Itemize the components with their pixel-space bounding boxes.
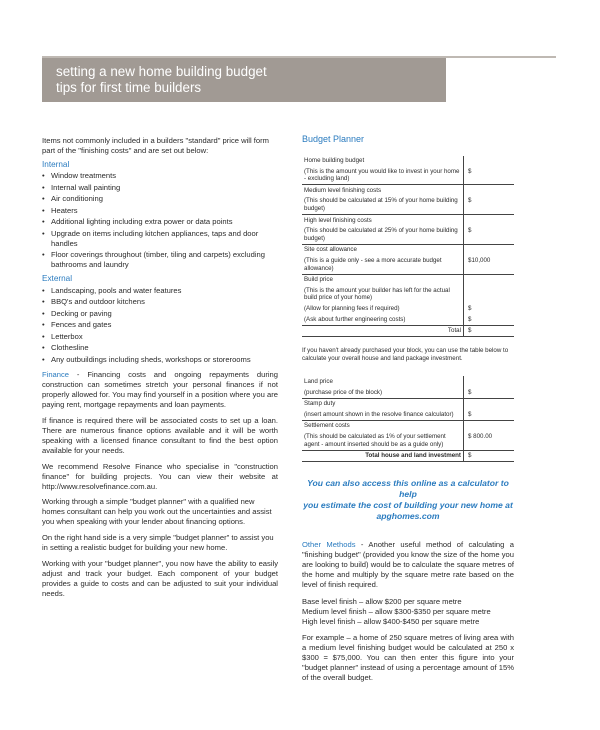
intro-paragraph: Items not commonly included in a builders "standard" price will form part of the "finishing costs" and are set out below: [42,136,269,155]
row-label: (Allow for planning fees if required) [304,305,400,312]
row-label: Stamp duty [304,400,336,408]
row-label: Settlement costs [304,422,350,430]
row-amount: $ [464,314,515,325]
row-amount: $ [464,450,515,462]
row-label: (purchase price of the block) [302,387,464,398]
other-methods-label: Other Methods [302,540,356,550]
total-label: Total house and land investment [302,450,464,462]
table-row [302,285,514,303]
table-row [302,450,514,462]
example-paragraph: For example – a home of 250 square metres of living area with a medium level finishing budget would be calculated at 250 x $300 = $75,000. You can then enter this figure into your "budget planner" instead of using a percentage amount of 15% of the overall budget. [302,633,514,683]
list-item: • BBQ's and outdoor kitchens [42,297,278,307]
table-row [302,387,514,398]
list-item: • Fences and gates [42,320,278,330]
external-list [42,286,278,365]
list-item: • Decking or paving [42,309,278,319]
row-label: Build price [304,276,333,284]
finance-paragraph [42,370,278,410]
table-row [302,409,514,420]
table-row [302,166,514,185]
list-item: • Letterbox [42,332,278,342]
row-amount [464,285,515,303]
list-item: • Heaters [42,206,278,216]
row-label: (Ask about further engineering costs) [302,314,464,325]
finance-label: Finance [42,370,70,380]
right-column [302,136,514,683]
row-label: Medium level finishing costs [304,186,382,194]
finance-text: - Financing costs and ongoing repayments during construction can sometimes stretch your personal finances if not properly allowed for. You may find yourself in a position where you are paying rent, mortgage repayments and loan payments. [42,370,278,410]
medium-level-finish: Medium level finish – allow $300-$350 per square metre [302,606,491,616]
table-row [302,314,514,325]
row-amount [464,376,515,387]
table-row [302,256,514,275]
row-label: Site cost allowance [304,246,357,254]
row-label: High level finishing costs [304,216,372,224]
paragraph-working-with-planner: Working with your "budget planner", you now have the ability to easily adjust and track your budget. Each component of your budget provides a guide to costs and can be adjusted to suit your individual needs. [42,558,278,598]
table-row [302,431,514,450]
other-methods-paragraph [302,540,514,590]
banner-title-line-2: tips for first time builders [56,80,202,95]
row-amount: $ [464,387,515,398]
row-label: (This is the amount you would like to invest in your home - excluding land) [302,166,464,185]
row-amount [464,274,515,285]
callout-line-1: You can also access this online as a calculator to help [307,478,509,500]
row-label: Land price [304,377,333,385]
list-item: • Landscaping, pools and water features [42,286,278,296]
row-amount: $ 800.00 [464,431,515,450]
table-row [302,398,514,409]
other-methods-text: - Another useful method of calculating a "finishing budget" (provided you know the size of the home you are looking to build) would be to calculate the square metres of the home and multiply by the square metre rate based on the level of finish required. [302,540,514,589]
row-amount [464,156,515,167]
list-item: • Window treatments [42,171,278,181]
budget-planner-title: Budget Planner [302,134,365,144]
other-methods-section [302,540,514,683]
table-row [302,420,514,431]
table-row [302,304,514,315]
row-label: (This is a guide only - see a more accurate budget allowance) [302,256,464,275]
paragraph-right-hand-side: On the right hand side is a very simple "budget planner" to assist you in setting a realistic budget for building your new home. [42,533,274,553]
paragraph-budget-planner-consult: Working through a simple "budget planner" with a qualified new homes consultant can help you work out the uncertainties and assist you when speaking with your lender about financing options. [42,497,272,527]
paragraph-loan-setup: If finance is required there will be associated costs to set up a loan. There are numerous finance options available and it will be worth speaking with a licensed finance consultant to find the best option available for your needs. [42,416,278,455]
row-amount: $ [464,409,515,420]
row-amount: $10,000 [464,256,515,275]
row-amount [464,420,515,431]
left-column [42,136,278,599]
table-row [302,226,514,245]
list-item: • Clothesline [42,343,278,353]
table-row [302,156,514,167]
high-level-finish: High level finish – allow $400-$450 per square metre [302,616,480,626]
row-label: (This should be calculated at 15% of your home building budget) [302,196,464,215]
block-purchase-note: If you haven't already purchased your block, you can use the table below to calculate your overall house and land package investment. [302,347,509,362]
list-item: • Air conditioning [42,194,278,204]
total-label: Total [302,325,464,337]
row-amount: $ [464,226,515,245]
table-row [302,185,514,196]
base-level-finish: Base level finish – allow $200 per square metre [302,596,462,606]
website-link[interactable]: apghomes.com [376,511,440,522]
land-package-table [302,376,514,462]
table-row [302,215,514,226]
table-row [302,244,514,255]
row-amount [464,185,515,196]
callout-line-2: you estimate the cost of building your new home at [303,500,513,511]
row-amount: $ [464,166,515,185]
row-amount: $ [464,304,515,315]
budget-planner-table [302,156,514,338]
table-row [302,196,514,215]
title-banner [42,58,446,102]
internal-list [42,171,278,270]
row-label: (insert amount shown in the resolve finance calculator) [302,409,464,420]
list-item: • Internal wall painting [42,183,278,193]
row-amount [464,398,515,409]
list-item: • Any outbuildings including sheds, workshops or storerooms [42,355,278,365]
online-calculator-callout [302,478,514,522]
row-label: (This is the amount your builder has left for the actual build price of your home) [304,286,450,302]
row-amount [464,244,515,255]
external-heading: External [42,274,73,284]
table-row [302,274,514,285]
table-row [302,376,514,387]
row-amount: $ [464,196,515,215]
row-label: (This should be calculated as 1% of your settlement agent - amount inserted should be as a guide only) [302,431,464,450]
paragraph-resolve-finance: We recommend Resolve Finance who specialise in "construction finance" for building projects. You can view their website at http://www.resolvefinance.com.au. [42,461,278,491]
list-item: • Upgrade on items including kitchen appliances, taps and door handles [42,229,278,249]
internal-heading: Internal [42,159,70,169]
row-label: Home building budget [304,157,365,165]
row-amount: $ [464,325,515,337]
list-item: • Additional lighting including extra power or data points [42,217,278,227]
table-row [302,325,514,337]
banner-title-line-1: setting a new home building budget [56,64,267,79]
row-amount [464,215,515,226]
list-item: • Floor coverings throughout (timber, tiling and carpets) excluding bathrooms and laundry [42,250,278,270]
row-label: (This should be calculated at 25% of your home building budget) [302,226,464,245]
